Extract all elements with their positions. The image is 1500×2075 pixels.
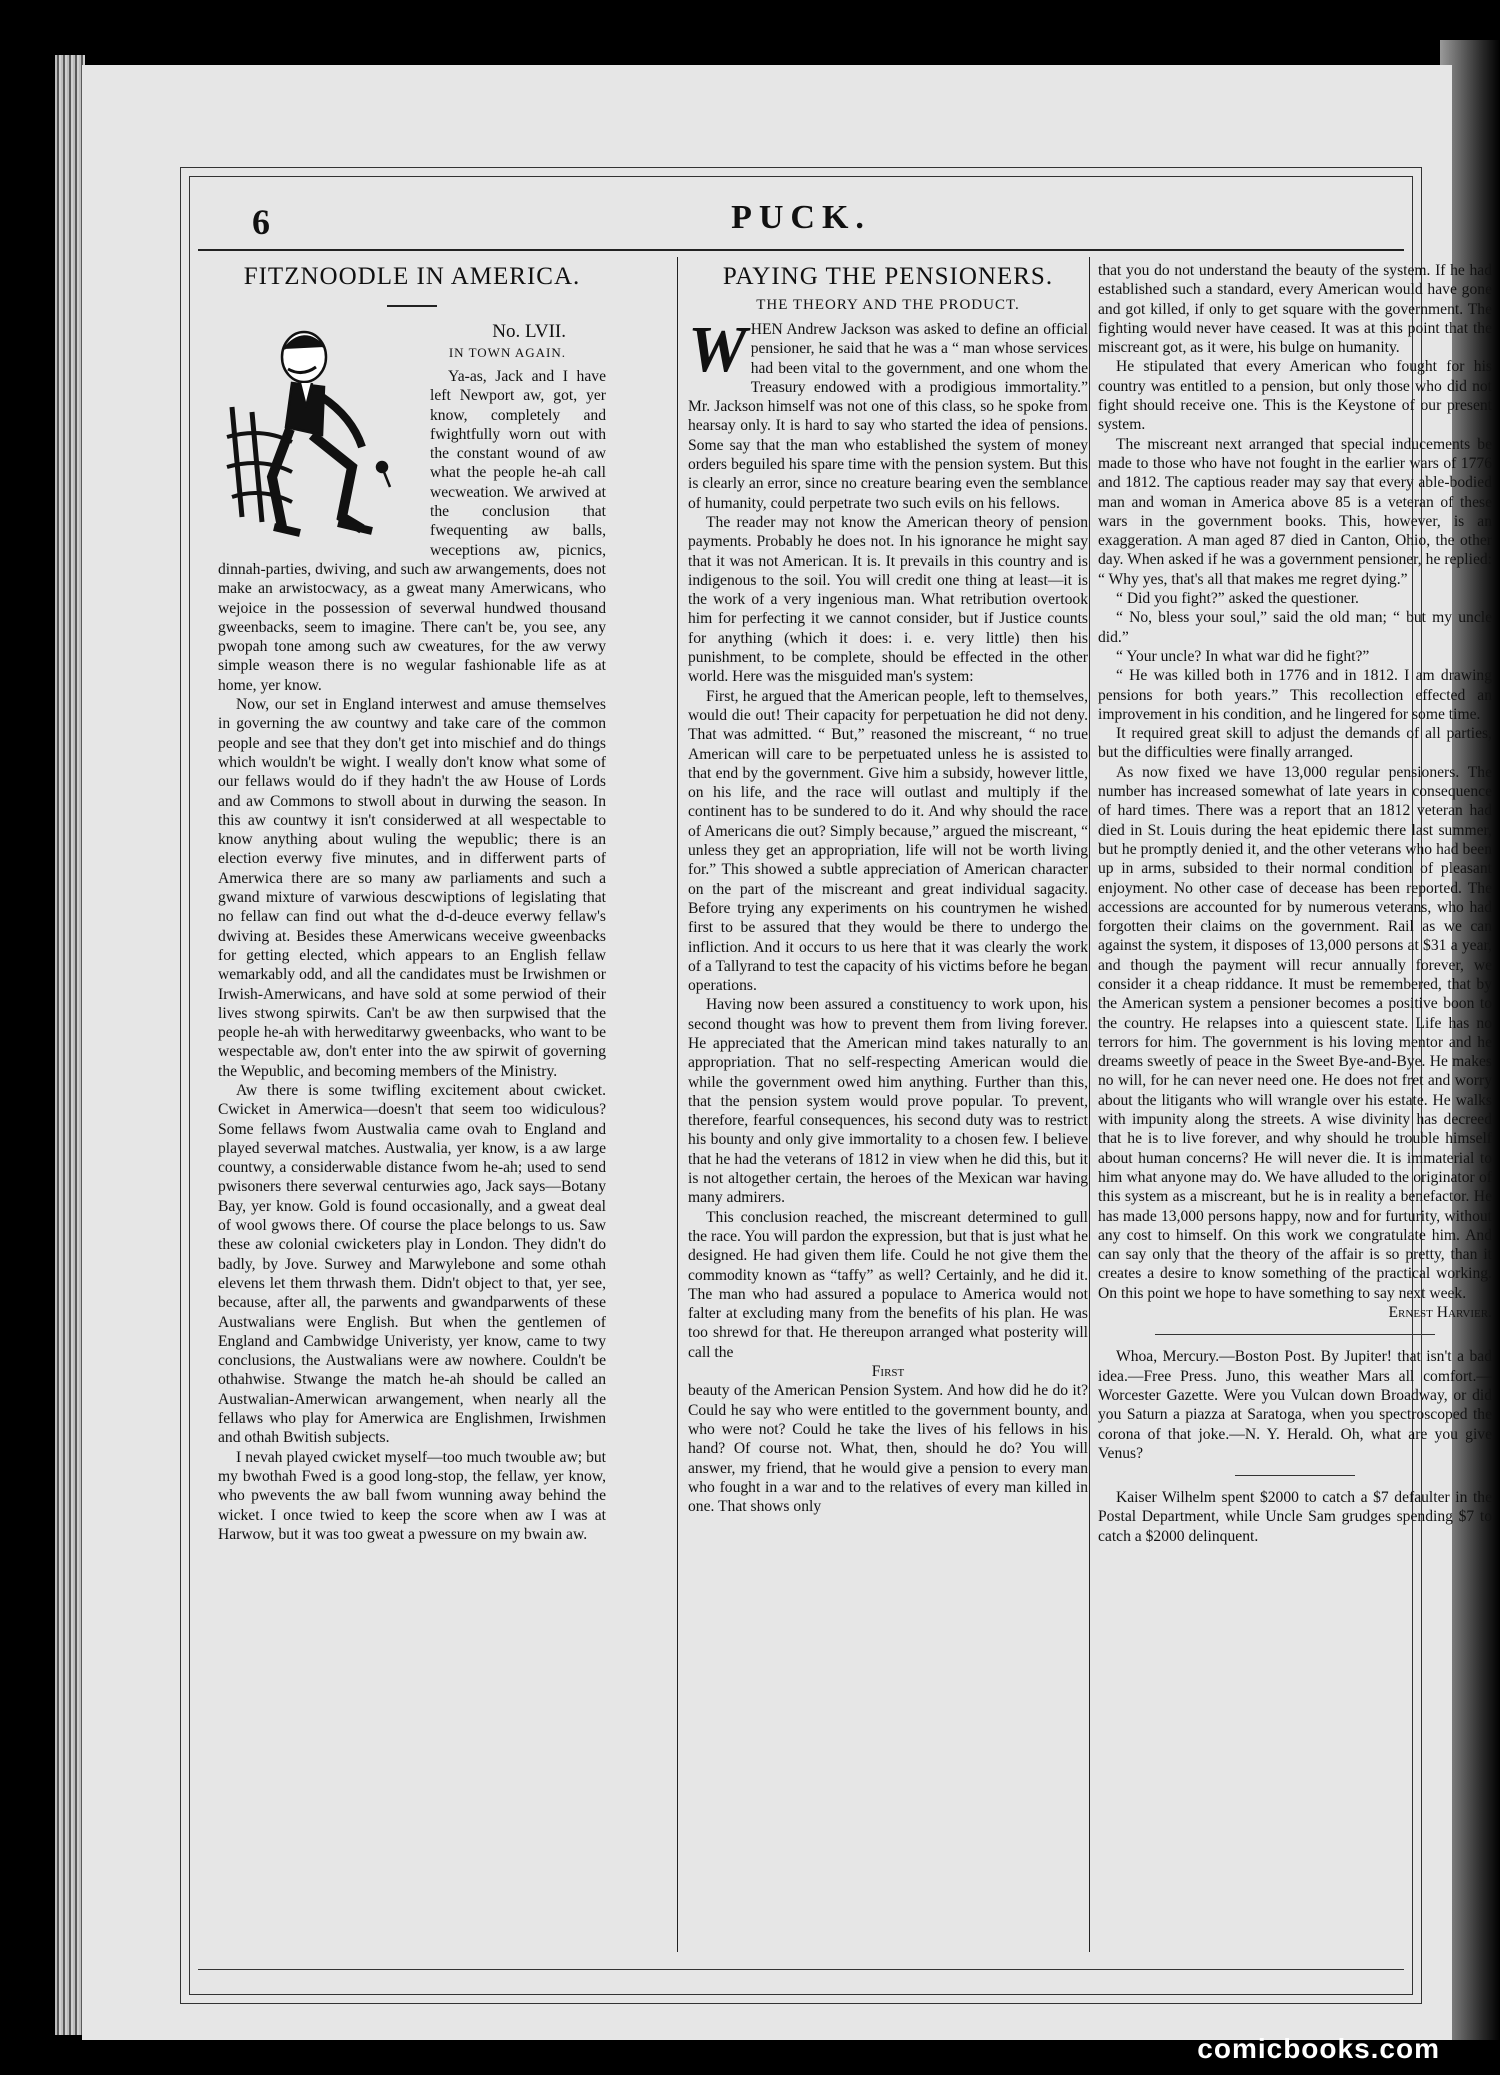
paragraph: “ Your uncle? In what war did he fight?” [1116, 647, 1370, 665]
page-header [200, 195, 1402, 240]
paragraph: First, he argued that the American people, left to themselves, would die out! Their capacity for perpetuation he did not deny. That was admitted. “ But,” reasoned the miscreant, “ no true American will care to be perpetuated unless he is assisted to that end by the government. Give him a subsidy, however little, on his life, and the race will outlast and multiply if the continent has to be sundered to do it. And why should the race of Americans die out? Simply because,” argued the miscreant, “ unless they get an appropriation, life will not be worth living for.” This showed a subtle appreciation of American character on the part of the miscreant and great individual sagacity. Before trying any experiments on his countrymen he wished first to be assured that they would be there to undergo the infliction. And it occurs to us here that it was clearly the work of a Tallyrand to test the capacity of his victims before he began operations. [688, 687, 1088, 995]
page-frame [180, 167, 1492, 2004]
paragraph: I nevah played cwicket myself—too much twouble aw; but my bwothah Fwed is a good long-stop, the fellaw, yer know, who pwevents the aw ball fwom wunning away behind the wicket. I once twied to keep the score when aw I was at Harwow, but it was too gweat a pwessure on my bwain aw. [218, 1448, 606, 1543]
watermark: comicbooks.com [1197, 2033, 1440, 2064]
paragraph: Having now been assured a constituency to work upon, his second thought was how to prevent them from living forever. He appreciated that the American mind takes naturally to an appropriation. That no self-respecting American would die while the government owed him anything. Further than this, that the pension system would prove popular. To prevent, therefore, fearful consequences, his second duty was to restrict his bounty and only give immortality to a chosen few. I believe that he had the veterans of 1812 in view when he did this, but it is not altogether certain, the heroes of the Mexican war having many admirers. [688, 996, 1088, 1207]
page-frame-inner [189, 176, 1492, 1995]
squib: Kaiser Wilhelm spent $2000 to catch a $7 defaulter in the Postal Department, while Uncle Sam grudges spending $7 to catch a $2000 delinquent. [1098, 1489, 1492, 1545]
section-rule [1155, 1334, 1435, 1335]
column-divider-1 [677, 257, 678, 1952]
paragraph-first-label: First [871, 1363, 905, 1381]
article-subtitle: IN TOWN AGAIN. [448, 345, 566, 360]
drop-cap: W [688, 313, 747, 386]
article-subtitle: THE THEORY AND THE PRODUCT. [756, 297, 1020, 313]
paragraph: Ya-as, Jack and I have left Newport aw, got, yer know, completely and fwightfully worn out with the constant wound of aw what the people he-ah call wecweation. We arwived at the conclusion that fwequenting aw balls, weceptions aw, picnics, dinnah-parties, dwiving, and such aw arwangements, does not make an arwistocwacy, as a gweat many Amerwicans, who wejoice in the possession of severwal hundwed thousand gweenbacks, seem to imagine. There can't be, you see, any pwopah tone among such aw cweatures, for the aw verwy simple weason there is no wegular fashionable life as at home, yer know. [218, 368, 606, 694]
header-rule [198, 249, 1404, 251]
column-divider-2 [1089, 257, 1090, 1952]
column-2 [688, 261, 1088, 1954]
paragraph: As now fixed we have 13,000 regular pensioners. The number has increased somewhat of late years in consequence of hard times. There was a report that an 1812 veteran had died in St. Louis during the heat epidemic there last summer, but he promptly denied it, and the other veterans who had been up in arms, subsided to their normal condition of pleasant enjoyment. No other case of decease has been reported. The accessions are accounted for by numerous veterans, who had forgotten their claims on the government. Rail as we can against the system, it disposes of 13,000 persons at $31 a year, and though the payment will recur annually forever, we consider it a cheap riddance. It must be remembered, that by the American system a pensioner becomes a positive boon to the country. He relapses into a quiescent state. Life has no terrors for him. The government is his loving mentor and he dreams sweetly of peace in the Sweet Bye-and-Bye. He makes no will, for he can never need one. He does not fret and worry about the litigants who will wrangle over his estate. He walks with impunity along the streets. A wise divinity has decreed that he is to live forever, and why should he trouble himself about human concerns? He will never die. It is immaterial to him what anyone may do. We have alluded to the originator of this system as a miscreant, but he is in reality a benefactor. He has made 13,000 persons happy, now and for furturity, without any cost to himself. On this work we congratulate him. And can say only that the theory of the affair is so pretty, than it creates a desire to know something of the practical working. On this point we hope to have something to say next week. [1098, 763, 1492, 1302]
paragraph: It required great skill to adjust the demands of all parties, but the difficulties were finally arranged. [1098, 725, 1492, 762]
paragraph: “ No, bless your soul,” said the old man; “ but my uncle did.” [1098, 609, 1492, 646]
page-number: 6 [252, 202, 270, 242]
squib: Whoa, Mercury.—Boston Post. By Jupiter! that isn't a bad idea.—Free Press. Juno, this weather Mars all comfort.—Worcester Gazette. Were you Vulcan down Broadway, or did you Saturn a piazza at Saratoga, when you spectroscoped the corona of that joke.—N. Y. Herald. Oh, what are you give Venus? [1098, 1348, 1492, 1462]
title-rule [387, 305, 437, 307]
paragraph: Now, our set in England interwest and amuse themselves in governing the aw countwy and take care of the common people and see that they don't get into mischief and do things which wouldn't be wight. I weally don't know what some of our fellaws would do if they hadn't the aw House of Lords and aw Commons to stwoll about in durwing the season. In this aw countwy it isn't considerwed at all wespectable to know anything about wuling the wepublic; there is an election everwy five minutes, and in differwent parts of Amerwica there are so many aw parliaments and such a gwand mixture of varwious descwiptions of legislating that no fellaw can find out what the d-d-deuce everwy fellaw's dwiving at. Besides these Amerwicans weceive gweenbacks for getting elected, which appears to an English fellaw wemarkably odd, and all the candidates must be Irwishmen or Irwish-Amerwicans, and have sold at some perwiod of their lives stwong spirwits. Can't be aw then surpwised that the people he-ah with herweditarwy gweenbacks, who want to be wespectable aw, don't enter into the aw spirwit of governing the Wepublic, and becoming members of the Ministry. [218, 696, 606, 1080]
paragraph: that you do not understand the beauty of the system. If he had established such a standard, every American would have gone and got killed, if only to get square with the government. The fighting would never have ceased. It was at this point that the miscreant got, as it were, his bulge on humanity. [1098, 262, 1492, 357]
masthead: PUCK. [731, 199, 871, 236]
footer-rule [198, 1969, 1404, 1970]
section-rule-short [1235, 1475, 1355, 1476]
signature: Ernest Harvier. [1388, 1304, 1492, 1322]
article-title-fitznoodle: FITZNOODLE IN AMERICA. [243, 263, 581, 290]
paragraph: “ Did you fight?” asked the questioner. [1116, 590, 1359, 608]
first-paragraph-text: HEN Andrew Jackson was asked to define an official pensioner, he said that he was a “ man whose services had been vital to the government, and one whom the Treasury endowed with a prodigious immortality.” Mr. Jackson himself was not one of this class, so he spoke from hearsay only. It is hard to say who started the idea of pensions. Some say that the man who established the system of money orders beguiled his spare time with the pension system. But this is clearly an error, since no creature bearing even the semblance of humanity, could perpetrate two such evils on his fellows. [688, 321, 1088, 512]
paragraph: Aw there is some twifling excitement about cwicket. Cwicket in Amerwica—doesn't that seem too widiculous? Some fellaws fwom Austwalia came ovah to England and played severwal matches. Austwalia, yer know, is a aw large countwy, a considerwable distance fwom he-ah; used to send pwisoners there severwal centurwies ago, Jack says—Botany Bay, yer know. Gold is found occasionally, and a gweat deal of wool gwows there. Of course the place belongs to us. Saw these aw colonial cwicketers play in London. They didn't do badly, by Jove. Surwey and Marwylebone and some othah elevens let them thrwash them. Didn't object to that, yer see, because, after all, the parwents and gwandparwents of these Austwalians were English. But when the gentlemen of England and Cambwidge Univeristy, yer know, came to twy conclusions, the Austwalians were aw nowhere. Couldn't be othahwise. Stwange the match he-ah should be called an Austwalian-Amerwican arwangement, when nearly all the fellaws who play for Amerwica are Englishmen, Irwishmen and othah Bwitish subjects. [218, 1081, 606, 1447]
first-paragraph [688, 313, 1088, 513]
paragraph: This conclusion reached, the miscreant determined to gull the race. You will pardon the expression, but that is just what he designed. He had given them life. Could he not give them the commodity known as “taffy” as well? Certainly, and he did it. The man who had assured a populace to America would not falter at excluding many from the benefits of his plan. He was too shrewd for that. He thereupon arranged what posterity will call the [688, 1208, 1088, 1361]
paragraph: beauty of the American Pension System. And how did he do it? Could he say who were entitled to the government bounty, and who were not? Could he take the lives of his fellows in his hand? Of course not. What, then, should he do? You will answer, my friend, that he would give a pension to every man who fought in a war and to the relatives of every man killed in one. That shows only [688, 1382, 1088, 1516]
book-page-edges [55, 55, 85, 2035]
article-number: No. LVII. [492, 321, 566, 342]
paragraph: He stipulated that every American who fought for his country was entitled to a pension, but only those who did not fight should receive one. This is the Keystone of our present system. [1098, 358, 1492, 434]
magazine-page [82, 65, 1492, 2040]
column-1 [218, 261, 606, 1954]
paragraph: “ He was killed both in 1776 and in 1812. I am drawing pensions for both years.” This recollection effected an improvement in his condition, and he lingered for some time. [1098, 667, 1492, 723]
article-title-pensioners: PAYING THE PENSIONERS. [722, 263, 1054, 290]
paragraph: The reader may not know the American theory of pension payments. Probably he does not. In his ignorance he might say that it was not American. It is. It prevails in this country and is indigenous to the soil. You will credit one thing at least—it is the work of a very ingenious man. What retribution overtook him for perfecting it we cannot consider, but if Justice counts for anything (which it does: i. e. very little) then his punishment, to be complete, should be effected in the other world. Here was the misguided man's system: [688, 513, 1088, 686]
column-3 [1098, 261, 1492, 1954]
paragraph: The miscreant next arranged that special inducements be made to those who have not fought in the earlier wars of 1776 and 1812. The captious reader may say that every able-bodied man and woman in America above 85 is a veteran of these wars in the government books. This, however, is an exaggeration. A man aged 87 died in Canton, Ohio, the other day. When asked if he was a government pensioner, he replied: “ Why yes, that's all that makes me regret dying.” [1098, 435, 1492, 588]
fitznoodle-illustration [218, 317, 422, 549]
